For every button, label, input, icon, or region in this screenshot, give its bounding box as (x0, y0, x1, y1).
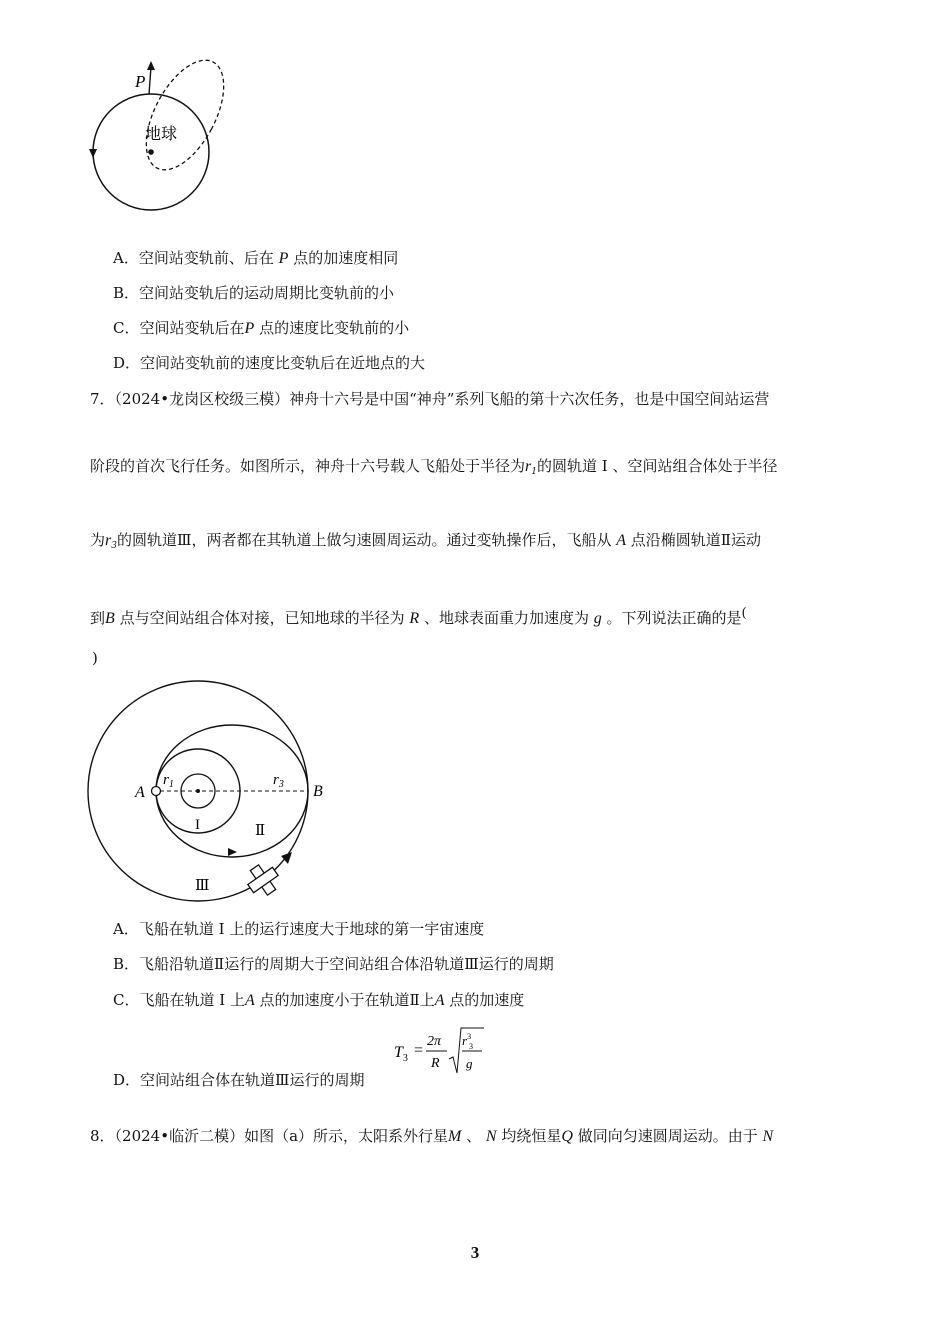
orbit-ii-arrow (228, 848, 237, 856)
formula-rad-den: g (466, 1056, 473, 1071)
q7-line-1: 7．（2024•龙岗区校级三模）神舟十六号是中国“神舟”系列飞船的第十六次任务，也是中国空间站运营 (90, 390, 770, 408)
label-b: B (313, 783, 323, 800)
velocity-arrow (149, 67, 151, 94)
velocity-arrow-head (147, 61, 155, 70)
spacecraft-a (152, 787, 161, 796)
label-earth: 地球 (145, 126, 178, 143)
q7-paren-close: ) (92, 649, 98, 667)
figure-orbit-change (80, 55, 230, 220)
q6-option-b: B．空间站变轨后的运动周期比变轨前的小 (113, 284, 395, 302)
q6-option-a: A．空间站变轨前、后在 P 点的加速度相同 (113, 249, 399, 267)
q6-option-d: D．空间站变轨前的速度比变轨后在近地点的大 (113, 354, 426, 372)
formula-den: R (431, 1056, 440, 1071)
label-orbit-i: I (195, 817, 200, 833)
q7-line-3: 为$r_3$的圆轨道Ⅲ，两者都在其轨道上做匀速圆周运动。通过变轨操作后，飞船从 A 点沿椭圆轨道Ⅱ运动 (90, 531, 761, 551)
label-r1: $r_1$ (163, 772, 174, 790)
q7-option-d: D．空间站组合体在轨道Ⅲ运行的周期 (113, 1071, 365, 1089)
q7-option-a: A．飞船在轨道 I 上的运行速度大于地球的第一宇宙速度 (113, 920, 485, 938)
label-orbit-iii: Ⅲ (195, 878, 210, 894)
q7-option-b: B．飞船沿轨道Ⅱ运行的周期大于空间站组合体沿轨道Ⅲ运行的周期 (113, 955, 554, 973)
q8-line-1: 8．（2024•临沂二模）如图（a）所示，太阳系外行星M 、 N 均绕恒星Q 做同向匀速圆周运动。由于 N (90, 1127, 774, 1145)
formula-rad-num: $r^3$ 3 (462, 1032, 473, 1051)
q6-option-c: C．空间站变轨后在P 点的速度比变轨前的小 (113, 319, 410, 337)
orbit-direction-arrow (89, 149, 97, 158)
page-number: 3 (470, 1243, 480, 1262)
figure-orbits (85, 680, 335, 905)
earth-dot (148, 149, 154, 155)
formula-period (392, 1025, 492, 1080)
formula-eq: = (414, 1042, 424, 1059)
space-station (242, 859, 284, 901)
label-a: A (135, 784, 145, 801)
q7-option-c: C．飞船在轨道 I 上A 点的加速度小于在轨道Ⅱ上A 点的加速度 (113, 991, 525, 1009)
q7-line-4: 到B 点与空间站组合体对接，已知地球的半径为 R 、地球表面重力加速度为 g 。下列说法正确的是( (90, 606, 747, 627)
formula-num: 2π (427, 1034, 442, 1049)
q7-line-2: 阶段的首次飞行任务。如图所示，神舟十六号载人飞船处于半径为$r_1$的圆轨道 I 、空间站组合体处于半径 (90, 457, 778, 477)
formula-lhs: $T_3$ (394, 1044, 408, 1064)
label-r3: $r_3$ (273, 772, 284, 790)
label-orbit-ii: Ⅱ (255, 823, 266, 839)
label-p: P (135, 72, 146, 91)
